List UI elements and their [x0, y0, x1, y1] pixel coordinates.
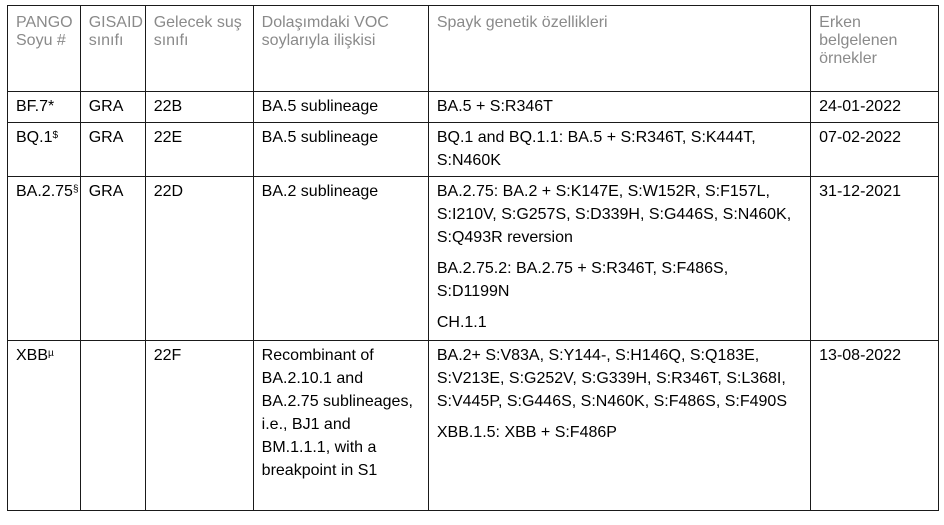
cell-earliest: 31-12-2021 [811, 177, 939, 341]
footnote-mark: * [48, 98, 55, 115]
cell-gisaid: GRA [80, 177, 145, 341]
spike-text: BQ.1 and BQ.1.1: BA.5 + S:R346T, S:K444T, S:N460K [436, 129, 756, 169]
pango-lineage: BA.2.75 [16, 183, 73, 200]
spike-text: BA.2.75.2: BA.2.75 + S:R346T, S:F486S, S:D1199N [436, 260, 729, 300]
pango-lineage: BF.7 [16, 98, 49, 115]
footnote-mark: § [72, 184, 79, 195]
cell-pango [8, 123, 81, 177]
header-relation: Dolaşımdaki VOC soylarıyla ilişkisi [253, 6, 428, 92]
table-row [8, 341, 939, 511]
cell-relation: BA.2 sublineage [253, 177, 428, 341]
spike-text: BA.2.75: BA.2 + S:K147E, S:W152R, S:F157L, S:I210V, S:G257S, S:D339H, S:G446S, S:N460K, S:Q493R reversion [436, 183, 792, 246]
cell-nextstrain: 22B [145, 92, 253, 123]
cell-nextstrain: 22F [145, 341, 253, 511]
header-spike: Spayk genetik özellikleri [428, 6, 810, 92]
cell-spike [428, 123, 810, 177]
cell-earliest: 13-08-2022 [811, 341, 939, 511]
spike-text: XBB.1.5: XBB + S:F486P [436, 424, 617, 441]
header-nextstrain: Gelecek suş sınıfı [145, 6, 253, 92]
cell-gisaid: GRA [80, 92, 145, 123]
cell-spike [428, 341, 810, 511]
spike-text: BA.5 + S:R346T [436, 98, 553, 115]
pango-lineage: BQ.1 [16, 129, 53, 146]
cell-pango [8, 92, 81, 123]
cell-nextstrain: 22D [145, 177, 253, 341]
pango-lineage: XBB [16, 347, 49, 364]
header-gisaid: GISAID sınıfı [80, 6, 145, 92]
cell-relation: BA.5 sublineage [253, 123, 428, 177]
spike-text: CH.1.1 [436, 314, 487, 331]
cell-relation: BA.5 sublineage [253, 92, 428, 123]
table-row [8, 92, 939, 123]
cell-nextstrain: 22E [145, 123, 253, 177]
voc-lineage-table [7, 5, 939, 511]
cell-spike [428, 177, 810, 341]
table-header-row [8, 6, 939, 92]
header-pango: PANGO Soyu # [8, 6, 81, 92]
table-row [8, 177, 939, 341]
cell-gisaid [80, 341, 145, 511]
header-earliest: Erken belgelenen örnekler [811, 6, 939, 92]
table-row [8, 123, 939, 177]
cell-pango [8, 341, 81, 511]
footnote-mark: µ [48, 348, 54, 359]
cell-gisaid: GRA [80, 123, 145, 177]
footnote-mark: $ [52, 130, 59, 141]
cell-relation: Recombinant of BA.2.10.1 and BA.2.75 sublineages, i.e., BJ1 and BM.1.1.1, with a breakpoint in S1 [253, 341, 428, 511]
cell-earliest: 24-01-2022 [811, 92, 939, 123]
cell-pango [8, 177, 81, 341]
spike-text: BA.2+ S:V83A, S:Y144-, S:H146Q, S:Q183E, S:V213E, S:G252V, S:G339H, S:R346T, S:L368I, S:V445P, S:G446S, S:N460K, S:F486S, S:F490S [436, 347, 787, 410]
cell-earliest: 07-02-2022 [811, 123, 939, 177]
cell-spike [428, 92, 810, 123]
